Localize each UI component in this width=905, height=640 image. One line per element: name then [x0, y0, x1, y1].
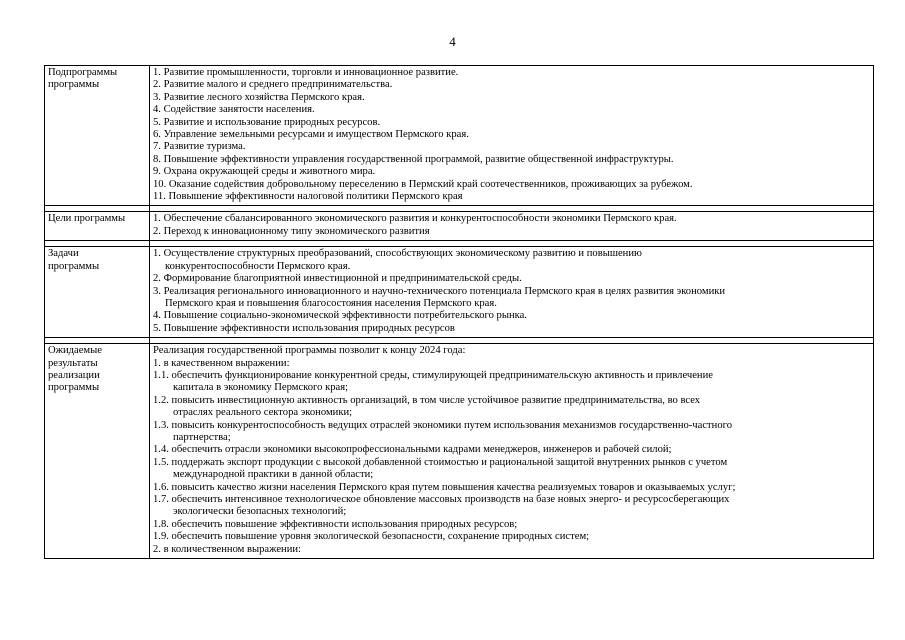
table-row — [45, 247, 874, 338]
section-label-line: программы — [48, 382, 100, 394]
table-row — [45, 66, 874, 206]
section-label-line: программы — [48, 79, 100, 91]
section-label-line: программы — [48, 260, 100, 272]
content-line: 9. Охрана окружающей среды и животного мира. — [153, 166, 376, 178]
content-line: капитала в экономику Пермского края; — [173, 382, 349, 394]
section-label — [45, 66, 150, 206]
content-line: 2. Переход к инновационному типу экономического развития — [153, 225, 430, 237]
content-line: 4. Повышение социально-экономической эффективности потребительского рынка. — [153, 310, 527, 322]
section-label-line: результаты — [48, 357, 98, 369]
content-line: 1. Обеспечение сбалансированного экономического развития и конкурентоспособности экономики Пермского края. — [153, 213, 677, 225]
section-content — [150, 247, 874, 338]
content-line: 1.2. повысить инвестиционную активность организаций, в том числе устойчивое развитие предпринимательства, во всех — [153, 394, 701, 406]
section-label-line: Цели программы — [48, 213, 126, 225]
content-line: 2. Формирование благоприятной инвестиционной и предпринимательской среды. — [153, 273, 522, 285]
page-number: 4 — [449, 34, 456, 49]
content-line: 5. Развитие и использование природных ресурсов. — [153, 116, 381, 128]
content-line: 1. Развитие промышленности, торговли и инновационное развитие. — [153, 67, 459, 78]
content-line: Реализация государственной программы позволит к концу 2024 года: — [153, 345, 466, 357]
table-row — [45, 344, 874, 559]
section-label-line: реализации — [48, 369, 100, 381]
content-line: 1.3. повысить конкурентоспособность ведущих отраслей экономики путем использования механизмов государственно-частного — [153, 419, 733, 431]
section-label-line: Ожидаемые — [48, 345, 102, 357]
content-line: отраслях реального сектора экономики; — [173, 407, 353, 419]
section-content — [150, 344, 874, 559]
content-line: 1.7. обеспечить интенсивное технологическое обновление массовых производств на базе новых энерго- и ресурсосберегающих — [153, 494, 730, 505]
content-line: 8. Повышение эффективности управления государственной программой, развитие общественной инфраструктуры. — [153, 153, 674, 165]
content-line: 3. Развитие лесного хозяйства Пермского края. — [153, 91, 365, 103]
content-line: 1.5. поддержать экспорт продукции с высокой добавленной стоимостью и рациональной защитой внутренних рынков с учетом — [153, 456, 728, 468]
table-row — [45, 212, 874, 241]
content-line: 1.4. обеспечить отрасли экономики высокопрофессиональными кадрами менеджеров, инженеров и рабочей силой; — [153, 444, 672, 456]
content-line: 1. в качественном выражении: — [153, 357, 290, 369]
program-passport-table — [44, 65, 874, 559]
section-content — [150, 66, 874, 206]
section-label-line: Подпрограммы — [48, 67, 118, 78]
content-line: 2. Развитие малого и среднего предпринимательства. — [153, 79, 393, 91]
content-line: 6. Управление земельными ресурсами и имуществом Пермского края. — [153, 129, 469, 141]
table-body — [45, 66, 874, 559]
section-label — [45, 344, 150, 559]
content-line: конкурентоспособности Пермского края. — [165, 260, 351, 272]
content-line: 1.6. повысить качество жизни населения Пермского края путем повышения качества реализуемых товаров и оказываемых услуг; — [153, 481, 736, 493]
content-line: 10. Оказание содействия добровольному переселению в Пермский край соотечественников, проживающих за рубежом. — [153, 178, 693, 190]
content-line: 1.8. обеспечить повышение эффективности использования природных ресурсов; — [153, 518, 518, 530]
content-line: 7. Развитие туризма. — [153, 141, 246, 153]
section-label — [45, 212, 150, 241]
section-label — [45, 247, 150, 338]
content-line: Пермского края и повышения благосостояния населения Пермского края. — [165, 297, 497, 309]
section-label-line: Задачи — [48, 248, 79, 260]
content-line: экологически безопасных технологий; — [173, 506, 347, 518]
content-line: международной практики в данной области; — [173, 469, 374, 481]
section-content — [150, 212, 874, 241]
content-line: 1. Осуществление структурных преобразований, способствующих экономическому развитию и повышению — [153, 248, 642, 260]
content-line: 1.1. обеспечить функционирование конкурентной среды, стимулирующей предпринимательскую активность и привлечение — [153, 369, 713, 381]
content-line: 3. Реализация регионального инновационного и научно-технического потенциала Пермского края в целях развития экономики — [153, 285, 726, 297]
content-line: 4. Содействие занятости населения. — [153, 104, 315, 116]
content-line: 11. Повышение эффективности налоговой политики Пермского края — [153, 191, 463, 203]
content-line: партнерства; — [173, 431, 231, 443]
content-line: 1.9. обеспечить повышение уровня экологической безопасности, сохранение природных систем; — [153, 531, 590, 543]
content-line: 2. в количественном выражении: — [153, 543, 301, 555]
content-line: 5. Повышение эффективности использования природных ресурсов — [153, 322, 455, 334]
